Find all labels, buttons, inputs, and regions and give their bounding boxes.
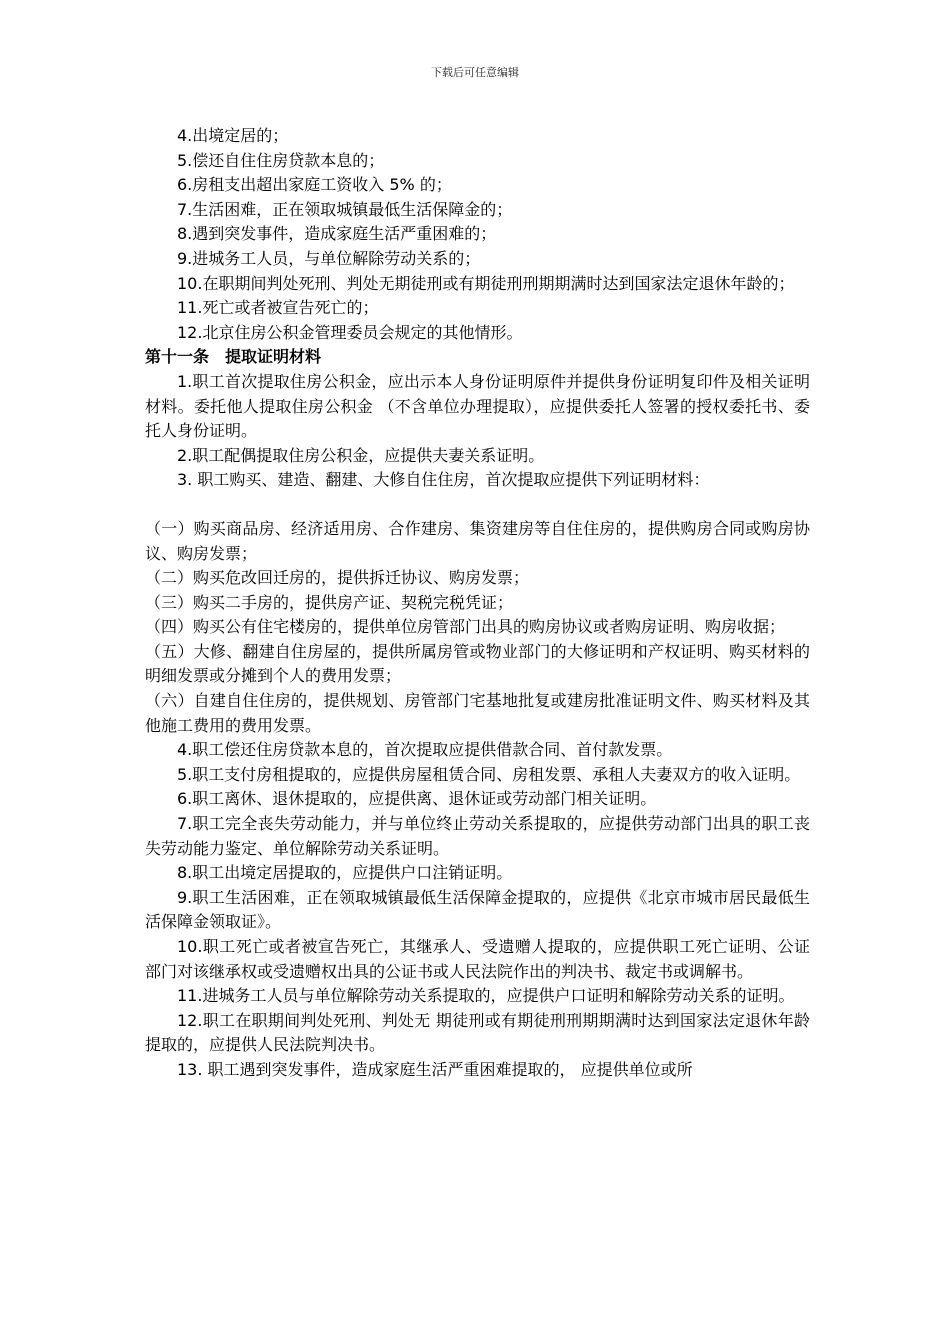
list-item: 11.死亡或者被宣告死亡的； bbox=[177, 298, 379, 318]
paragraph: 12.职工在职期间判处死刑、判处无 期徒刑或有期徒刑刑期期满时达到国家法定退休年龄 提取的，应提供人民法院判决书。 bbox=[145, 1010, 810, 1055]
paragraph: 4.职工偿还住房贷款本息的，首次提取应提供借款合同、首付款发票。 bbox=[177, 740, 673, 760]
paragraph: 2.职工配偶提取住房公积金，应提供夫妻关系证明。 bbox=[177, 445, 545, 465]
sub-item: （六）自建自住住房的，提供规划、房管部门宅基地批复或建房批准证明文件、购买材料及其他施工费用的费用发票。 bbox=[145, 691, 810, 735]
list-item: 4.出境定居的； bbox=[177, 126, 289, 145]
blank-line bbox=[145, 493, 810, 517]
list-item: 5.偿还自住住房贷款本息的； bbox=[177, 150, 385, 170]
list-item: 6.房租支出超出家庭工资收入 5% 的； bbox=[177, 175, 452, 195]
paragraph: 9.职工生活困难，正在领取城镇最低生活保障金提取的，应提供《北京市城市居民最低生活保障金领取证》。 bbox=[145, 887, 810, 932]
sub-item: （二）购买危改回迁房的，提供拆迁协议、购房发票； bbox=[145, 568, 530, 588]
page-header: 下载后可任意编辑 bbox=[431, 66, 519, 79]
paragraph: 6.职工离休、退休提取的，应提供离、退休证或劳动部门相关证明。 bbox=[177, 789, 657, 809]
paragraph: 7.职工完全丧失劳动能力，并与单位终止劳动关系提取的，应提供劳动部门出具的职工丧失劳动能力鉴定、单位解除劳动关系证明。 bbox=[145, 814, 810, 858]
sub-item: （一）购买商品房、经济适用房、合作建房、集资建房等自住住房的，提供购房合同或购房协议、购房发票； bbox=[145, 518, 810, 563]
document-body bbox=[145, 124, 810, 1083]
list-item: 9.进城务工人员，与单位解除劳动关系的； bbox=[177, 248, 481, 268]
paragraph: 8.职工出境定居提取的，应提供户口注销证明。 bbox=[177, 863, 513, 883]
sub-item: （三）购买二手房的，提供房产证、契税完税凭证； bbox=[145, 592, 514, 612]
sub-item: （四）购买公有住宅楼房的，提供单位房管部门出具的购房协议或者购房证明、购房收据； bbox=[145, 617, 786, 637]
article-heading: 第十一条 提取证明材料 bbox=[145, 347, 322, 367]
sub-item: （五）大修、翻建自住房屋的，提供所属房管或物业部门的大修证明和产权证明、购买材料的明细发票或分摊到个人的费用发票； bbox=[145, 641, 810, 686]
paragraph: 10.职工死亡或者被宣告死亡，其继承人、受遗赠人提取的，应提供职工死亡证明、公证部门对该继承权或受遗赠权出具的公证书或人民法院作出的判决书、裁定书或调解书。 bbox=[145, 937, 810, 981]
paragraph: 11.进城务工人员与单位解除劳动关系提取的，应提供户口证明和解除劳动关系的证明。 bbox=[177, 986, 795, 1006]
paragraph: 5.职工支付房租提取的，应提供房屋租赁合同、房租发票、承租人夫妻双方的收入证明。 bbox=[177, 764, 801, 784]
list-item: 7.生活困难，正在领取城镇最低生活保障金的； bbox=[177, 199, 513, 219]
list-item: 8.遇到突发事件，造成家庭生活严重困难的； bbox=[177, 224, 497, 244]
paragraph: 3. 职工购买、建造、翻建、大修自住住房，首次提取应提供下列证明材料： bbox=[177, 470, 710, 490]
paragraph: 1.职工首次提取住房公积金，应出示本人身份证明原件并提供身份证明复印件及相关证明材料。委托他人提取住房公积金 （不含单位办理提取），应提供委托人签署的授权委托书、委托人身份证明。 bbox=[145, 371, 810, 441]
list-item: 12.北京住房公积金管理委员会规定的其他情形。 bbox=[177, 322, 523, 342]
paragraph: 13. 职工遇到突发事件，造成家庭生活严重困难提取的， 应提供单位或所 bbox=[177, 1059, 693, 1079]
list-item: 10.在职期间判处死刑、判处无期徒刑或有期徒刑刑期期满时达到国家法定退休年龄的； bbox=[177, 273, 795, 293]
